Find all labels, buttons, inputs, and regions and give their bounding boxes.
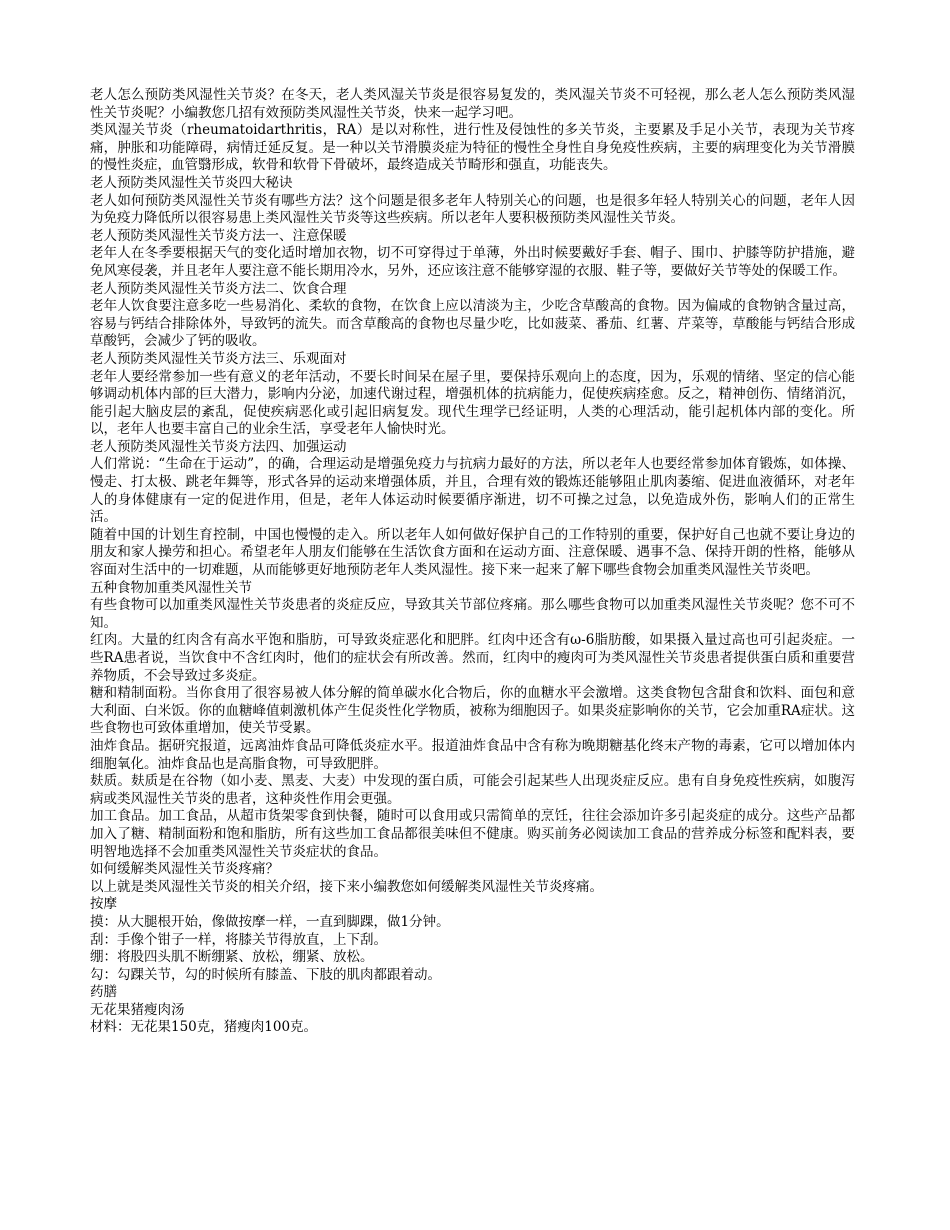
section-heading: 五种食物加重类风湿性关节: [90, 579, 252, 596]
section-heading: 老人预防类风湿性关节炎四大秘诀: [90, 174, 293, 191]
section-heading: 老人预防类风湿性关节炎方法二、饮食合理: [90, 280, 347, 297]
body-paragraph: 麸质。麸质是在谷物（如小麦、黑麦、大麦）中发现的蛋白质，可能会引起某些人出现炎症反应。患有自身免疫性疾病，如腹泻病或类风湿性关节炎的患者，这种炎性作用会更强。: [90, 773, 855, 807]
recipe-title: 无花果猪瘦肉汤: [90, 1001, 185, 1018]
section-heading: 老人预防类风湿性关节炎方法三、乐观面对: [90, 350, 347, 367]
body-paragraph: 老年人要经常参加一些有意义的老年活动，不要长时间呆在屋子里，要保持乐观向上的态度，因为，乐观的情绪、坚定的信心能够调动机体内部的巨大潜力，影响内分泌，加速代谢过程，增强机体的抗病能力，促使疾病痊愈。反之，精神创伤、情绪消沉，能引起大脑皮层的紊乱，促使疾病恶化或引起旧病复发。现代生理学已经证明，人类的心理活动，能引起机体内部的变化。所以，老年人也要丰富自己的业余生活，享受老年人愉快时光。: [90, 368, 855, 438]
body-paragraph: 有些食物可以加重类风湿性关节炎患者的炎症反应，导致其关节部位疼痛。那么哪些食物可以加重类风湿性关节炎呢？您不可不知。: [90, 597, 855, 631]
recipe-ingredients: 材料：无花果150克，猪瘦肉100克。: [90, 1019, 318, 1036]
section-heading: 如何缓解类风湿性关节炎疼痛？: [90, 861, 279, 878]
body-paragraph: 以上就是类风湿性关节炎的相关介绍，接下来小编教您如何缓解类风湿性关节炎疼痛。: [90, 878, 603, 895]
body-paragraph: 随着中国的计划生育控制，中国也慢慢的走入。所以老年人如何做好保护自己的工作特别的重要，保护好自己也就不要让身边的朋友和家人操劳和担心。希望老年人朋友们能够在生活饮食方面和在运动方面、注意保暖、遇事不急、保持开朗的性格，能够从容面对生活中的一切难题，从而能够更好地预防老年人类风湿性。接下来一起来了解下哪些食物会加重类风湿性关节炎吧。: [90, 526, 855, 579]
document-body: [90, 87, 855, 1037]
definition-paragraph: 类风湿关节炎（rheumatoidarthritis，RA）是以对称性，进行性及侵蚀性的多关节炎，主要累及手足小关节，表现为关节疼痛，肿胀和功能障碍，病情迁延反复。是一种以关节滑膜炎症为特征的慢性全身性自身免疫性疾病，主要的病理变化为关节滑膜的慢性炎症，血管翳形成，软骨和软骨下骨破坏，最终造成关节畸形和强直，功能丧失。: [90, 122, 855, 174]
section-heading: 药膳: [90, 984, 117, 1001]
section-heading: 老人预防类风湿性关节炎方法一、注意保暖: [90, 227, 347, 244]
body-paragraph: 老年人饮食要注意多吃一些易消化、柔软的食物，在饮食上应以清淡为主，少吃含草酸高的食物。因为偏咸的食物钠含量过高，容易与钙结合排除体外，导致钙的流失。而含草酸高的食物也尽量少吃，比如菠菜、番茄、红薯、芹菜等，草酸能与钙结合形成草酸钙，会减少了钙的吸收。: [90, 298, 855, 350]
body-paragraph: 油炸食品。据研究报道，远离油炸食品可降低炎症水平。报道油炸食品中含有称为晚期糖基化终末产物的毒素，它可以增加体内细胞氧化。油炸食品也是高脂食物，可导致肥胖。: [90, 737, 855, 772]
section-heading: 老人预防类风湿性关节炎方法四、加强运动: [90, 438, 347, 455]
body-paragraph: 老人如何预防类风湿性关节炎有哪些方法？这个问题是很多老年人特别关心的问题，也是很多年轻人特别关心的问题，老年人因为免疫力降低所以很容易患上类风湿性关节炎等这些疾病。所以老年人要积极预防类风湿性关节炎。: [90, 192, 855, 227]
list-item: 勾：勾踝关节，勾的时候所有膝盖、下肢的肌肉都跟着动。: [90, 966, 441, 983]
body-paragraph: 红肉。大量的红肉含有高水平饱和脂肪，可导致炎症恶化和肥胖。红肉中还含有ω-6脂肪酸，如果摄入量过高也可引起炎症。一些RA患者说，当饮食中不含红肉时，他们的症状会有所改善。然而，红肉中的瘦肉可为类风湿性关节炎患者提供蛋白质和重要营养物质，不会导致过多炎症。: [90, 632, 855, 684]
list-item: 摸：从大腿根开始，像做按摩一样，一直到脚踝，做1分钟。: [90, 913, 450, 930]
list-item: 绷：将股四头肌不断绷紧、放松，绷紧、放松。: [90, 949, 374, 966]
section-heading: 按摩: [90, 896, 117, 913]
list-item: 刮：手像个钳子一样，将膝关节得放直，上下刮。: [90, 931, 387, 948]
body-paragraph: 人们常说：“生命在于运动”，的确，合理运动是增强免疫力与抗病力最好的方法，所以老年人也要经常参加体育锻炼，如体操、慢走、打太极、跳老年舞等，形式各异的运动来增强体质，并且，合理有效的锻炼还能够阻止肌肉萎缩、促进血液循环，对老年人的身体健康有一定的促进作用，但是，老年人体运动时候要循序渐进，切不可操之过急，以免造成外伤，影响人们的正常生活。: [90, 456, 855, 526]
intro-paragraph: 老人怎么预防类风湿性关节炎？在冬天，老人类风湿关节炎是很容易复发的，类风湿关节炎不可轻视，那么老人怎么预防类风湿性关节炎呢？小编教您几招有效预防类风湿性关节炎，快来一起学习吧。: [90, 87, 855, 121]
body-paragraph: 老年人在冬季要根据天气的变化适时增加衣物，切不可穿得过于单薄，外出时候要戴好手套、帽子、围巾、护膝等防护措施，避免风寒侵袭，并且老年人要注意不能长期用冷水，另外，还应该注意不能够穿湿的衣服、鞋子等，要做好关节等处的保暖工作。: [90, 245, 855, 279]
body-paragraph: 加工食品。加工食品，从超市货架零食到快餐，随时可以食用或只需简单的烹饪，往往会添加许多引起炎症的成分。这些产品都加入了糖、精制面粉和饱和脂肪，所有这些加工食品都很美味但不健康。购买前务必阅读加工食品的营养成分标签和配料表，要明智地选择不会加重类风湿性关节炎症状的食品。: [90, 808, 855, 860]
body-paragraph: 糖和精制面粉。当你食用了很容易被人体分解的简单碳水化合物后，你的血糖水平会激增。这类食物包含甜食和饮料、面包和意大利面、白米饭。你的血糖峰值刺激机体产生促炎性化学物质，被称为细胞因子。如果炎症影响你的关节，它会加重RA症状。这些食物也可致体重增加，使关节受累。: [90, 685, 855, 737]
